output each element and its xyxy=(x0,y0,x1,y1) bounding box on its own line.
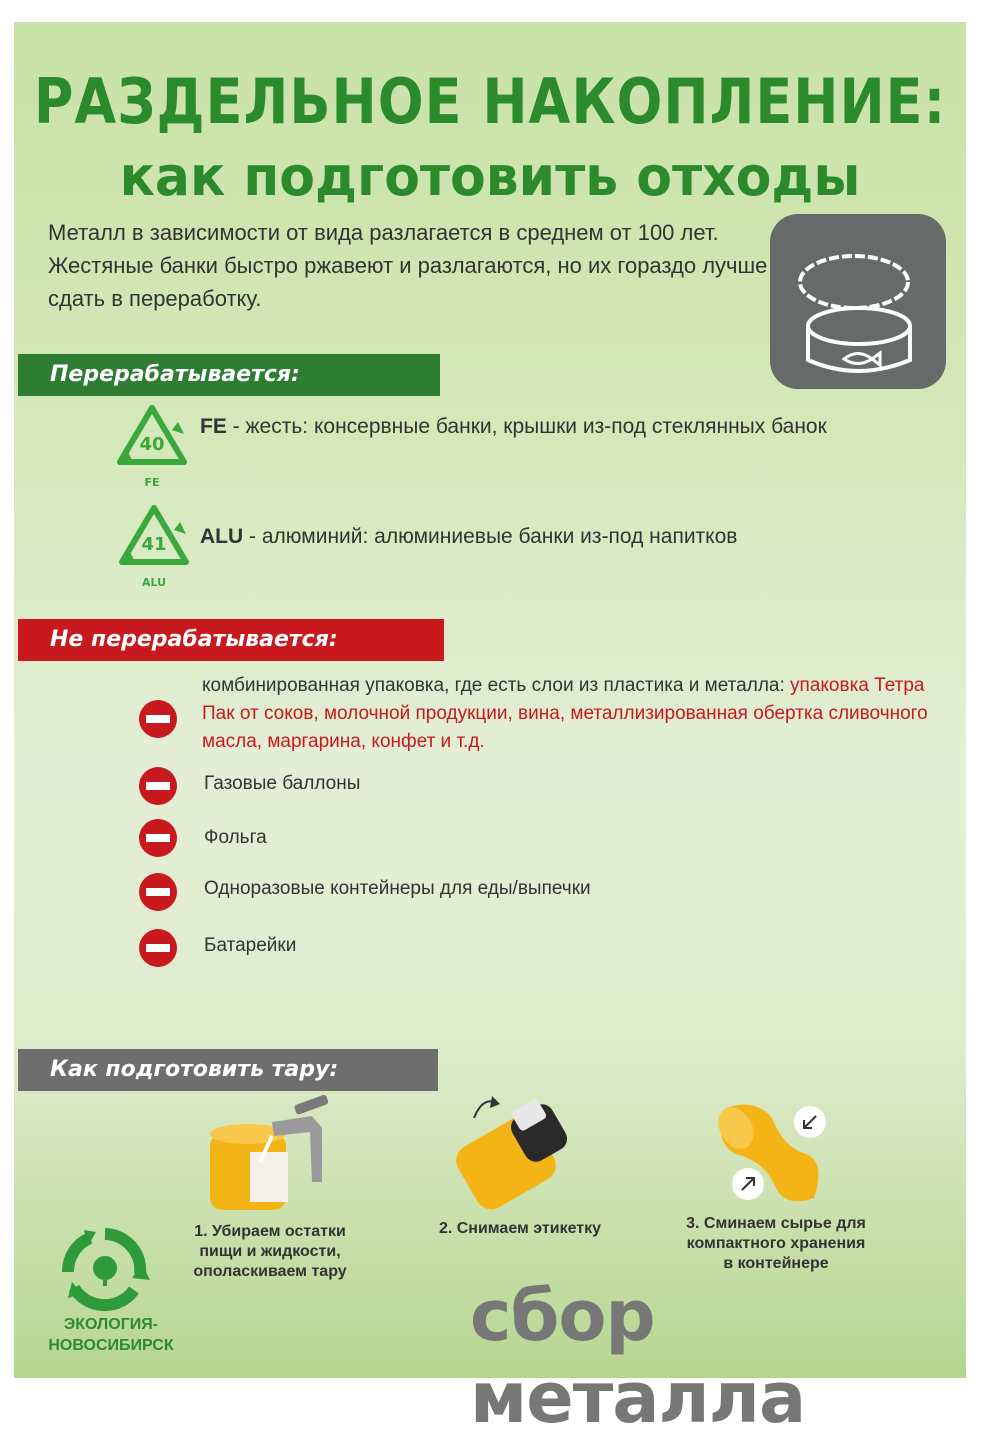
combined-red-text: упаковка Тетра Пак от соков, молочной продукции, вина, металлизированная обертка сливочного масла, маргарина, конфет и т.д. xyxy=(202,675,928,752)
eco-recycle-logo-icon xyxy=(60,1228,150,1312)
tin-can-icon xyxy=(770,214,946,389)
recycle-code-40-icon xyxy=(112,400,192,492)
step-2-text: 2. Снимаем этикетку xyxy=(438,1220,602,1237)
recycle-code-label: FE xyxy=(144,476,160,489)
no-entry-icon xyxy=(138,766,178,806)
step-3-text: 3. Сминаем сырье для компактного хранения в контейнере xyxy=(686,1215,866,1272)
step-1-text: 1. Убираем остатки пищи и жидкости, ополаскиваем тару xyxy=(193,1223,347,1280)
not-recyclable-item-text: Фольга xyxy=(204,827,267,848)
code-label: FE xyxy=(200,415,227,438)
crush-can-icon xyxy=(706,1088,846,1218)
poster xyxy=(14,22,966,1439)
eco-org-name xyxy=(26,1314,196,1356)
no-entry-icon xyxy=(138,928,178,968)
combined-plain-text: комбинированная упаковка, где есть слои из пластика и металла: xyxy=(202,675,791,696)
not-recyclable-item-text: Батарейки xyxy=(204,935,297,956)
code-description: - алюминий: алюминиевые банки из-под напитков xyxy=(243,525,738,548)
remove-label-icon xyxy=(454,1088,584,1218)
recyclable-item-alu xyxy=(200,525,737,549)
code-description: - жесть: консервные банки, крышки из-под стеклянных банок xyxy=(226,415,827,438)
title-line-1: РАЗДЕЛЬНОЕ НАКОПЛЕНИЕ: xyxy=(33,65,947,138)
eco-org-line-2: НОВОСИБИРСК xyxy=(48,1337,174,1354)
recyclable-item-fe xyxy=(200,415,827,439)
no-entry-icon xyxy=(138,872,178,912)
recyclable-heading: Перерабатывается: xyxy=(18,354,440,396)
tin-can-tile xyxy=(770,214,946,389)
no-entry-icon xyxy=(138,699,178,739)
rinse-can-icon xyxy=(200,1092,340,1222)
eco-org-line-1: ЭКОЛОГИЯ- xyxy=(63,1316,159,1333)
prepare-heading: Как подготовить тару: xyxy=(18,1049,438,1091)
not-recyclable-item-text: Газовые баллоны xyxy=(204,773,361,794)
intro-text: Металл в зависимости от вида разлагается в среднем от 100 лет. Жестяные банки быстро ржавеют и разлагаются, но их гораздо лучше сдать в переработку. xyxy=(48,220,768,311)
no-entry-icon xyxy=(138,818,178,858)
title-line-2: как подготовить отходы xyxy=(119,145,861,209)
recycle-code-number: 41 xyxy=(141,534,167,555)
recycle-code-label: ALU xyxy=(141,576,167,589)
not-recyclable-item-combined-text xyxy=(202,672,962,756)
recycle-code-41-icon xyxy=(114,500,194,592)
code-label: ALU xyxy=(200,525,244,548)
recycle-code-number: 40 xyxy=(139,434,165,455)
brand-title: сбор металла xyxy=(470,1275,806,1439)
not-recyclable-item-text: Одноразовые контейнеры для еды/выпечки xyxy=(204,878,591,899)
not-recyclable-heading: Не перерабатывается: xyxy=(18,619,444,661)
